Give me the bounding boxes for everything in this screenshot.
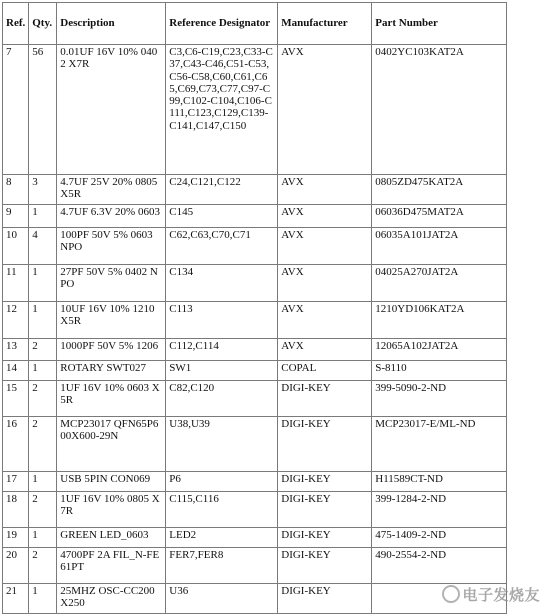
table-row <box>3 492 507 528</box>
cell-qty: 2 <box>29 381 57 417</box>
table-row <box>3 175 507 205</box>
header-row <box>3 3 507 45</box>
cell-manufacturer: AVX <box>278 339 372 361</box>
cell-qty: 1 <box>29 265 57 302</box>
cell-reference-designator: C113 <box>166 302 278 339</box>
cell-ref: 10 <box>3 228 29 265</box>
cell-part-number: 0402YC103KAT2A <box>372 45 507 175</box>
cell-part-number: 06036D475MAT2A <box>372 205 507 228</box>
cell-ref: 16 <box>3 417 29 472</box>
watermark <box>442 584 540 605</box>
cell-manufacturer: AVX <box>278 205 372 228</box>
cell-description: 25MHZ OSC-CC200X250 <box>57 584 166 614</box>
cell-description: 27PF 50V 5% 0402 NPO <box>57 265 166 302</box>
header-ref: Ref. <box>3 3 29 45</box>
table-row <box>3 339 507 361</box>
cell-qty: 56 <box>29 45 57 175</box>
cell-part-number: 06035A101JAT2A <box>372 228 507 265</box>
table-row <box>3 302 507 339</box>
table-row <box>3 265 507 302</box>
watermark-logo-icon <box>442 585 460 603</box>
cell-manufacturer: AVX <box>278 175 372 205</box>
cell-qty: 2 <box>29 492 57 528</box>
cell-description: 4.7UF 6.3V 20% 0603 <box>57 205 166 228</box>
cell-ref: 7 <box>3 45 29 175</box>
cell-qty: 1 <box>29 361 57 381</box>
cell-description: 0.01UF 16V 10% 0402 X7R <box>57 45 166 175</box>
table-row <box>3 45 507 175</box>
cell-ref: 19 <box>3 528 29 548</box>
cell-manufacturer: DIGI-KEY <box>278 492 372 528</box>
cell-reference-designator: C112,C114 <box>166 339 278 361</box>
cell-part-number: 490-2554-2-ND <box>372 548 507 584</box>
cell-description: MCP23017 QFN65P600X600-29N <box>57 417 166 472</box>
cell-part-number: H11589CT-ND <box>372 472 507 492</box>
table-row <box>3 548 507 584</box>
cell-manufacturer: COPAL <box>278 361 372 381</box>
cell-reference-designator: FER7,FER8 <box>166 548 278 584</box>
header-description: Description <box>57 3 166 45</box>
cell-part-number: 1210YD106KAT2A <box>372 302 507 339</box>
cell-description: 4700PF 2A FIL_N-FE61PT <box>57 548 166 584</box>
table-row <box>3 381 507 417</box>
cell-reference-designator: LED2 <box>166 528 278 548</box>
cell-description: ROTARY SWT027 <box>57 361 166 381</box>
cell-part-number: 0805ZD475KAT2A <box>372 175 507 205</box>
cell-ref: 9 <box>3 205 29 228</box>
cell-reference-designator: U38,U39 <box>166 417 278 472</box>
watermark-text: 电子发烧友 <box>462 586 540 604</box>
cell-ref: 14 <box>3 361 29 381</box>
cell-ref: 21 <box>3 584 29 614</box>
cell-qty: 1 <box>29 528 57 548</box>
cell-qty: 2 <box>29 548 57 584</box>
table-row <box>3 417 507 472</box>
cell-description: GREEN LED_0603 <box>57 528 166 548</box>
cell-description: 1000PF 50V 5% 1206 <box>57 339 166 361</box>
cell-manufacturer: DIGI-KEY <box>278 548 372 584</box>
cell-description: 1UF 16V 10% 0603 X5R <box>57 381 166 417</box>
table-row <box>3 228 507 265</box>
cell-part-number: 12065A102JAT2A <box>372 339 507 361</box>
cell-qty: 1 <box>29 302 57 339</box>
cell-ref: 11 <box>3 265 29 302</box>
header-part-number: Part Number <box>372 3 507 45</box>
cell-qty: 1 <box>29 205 57 228</box>
cell-manufacturer: AVX <box>278 265 372 302</box>
cell-ref: 15 <box>3 381 29 417</box>
cell-manufacturer: DIGI-KEY <box>278 528 372 548</box>
cell-reference-designator: P6 <box>166 472 278 492</box>
cell-part-number: 475-1409-2-ND <box>372 528 507 548</box>
table-row <box>3 528 507 548</box>
table-row <box>3 472 507 492</box>
cell-manufacturer: AVX <box>278 302 372 339</box>
cell-ref: 12 <box>3 302 29 339</box>
bom-body <box>3 45 507 614</box>
cell-manufacturer: DIGI-KEY <box>278 472 372 492</box>
table-row <box>3 205 507 228</box>
cell-qty: 4 <box>29 228 57 265</box>
cell-ref: 18 <box>3 492 29 528</box>
bom-table <box>2 2 507 614</box>
cell-qty: 2 <box>29 339 57 361</box>
cell-manufacturer: AVX <box>278 228 372 265</box>
cell-reference-designator: C24,C121,C122 <box>166 175 278 205</box>
cell-description: 10UF 16V 10% 1210 X5R <box>57 302 166 339</box>
table-row <box>3 361 507 381</box>
cell-reference-designator: C115,C116 <box>166 492 278 528</box>
cell-reference-designator: C62,C63,C70,C71 <box>166 228 278 265</box>
cell-reference-designator: C134 <box>166 265 278 302</box>
cell-ref: 17 <box>3 472 29 492</box>
cell-manufacturer: DIGI-KEY <box>278 381 372 417</box>
cell-qty: 1 <box>29 472 57 492</box>
cell-ref: 13 <box>3 339 29 361</box>
cell-manufacturer: DIGI-KEY <box>278 417 372 472</box>
cell-part-number: 399-5090-2-ND <box>372 381 507 417</box>
cell-description: 1UF 16V 10% 0805 X7R <box>57 492 166 528</box>
header-reference-designator: Reference Designator <box>166 3 278 45</box>
cell-part-number: S-8110 <box>372 361 507 381</box>
cell-ref: 20 <box>3 548 29 584</box>
cell-description: USB 5PIN CON069 <box>57 472 166 492</box>
table-row <box>3 584 507 614</box>
cell-reference-designator: C82,C120 <box>166 381 278 417</box>
cell-ref: 8 <box>3 175 29 205</box>
cell-description: 4.7UF 25V 20% 0805 X5R <box>57 175 166 205</box>
cell-reference-designator: C145 <box>166 205 278 228</box>
cell-manufacturer: DIGI-KEY <box>278 584 372 614</box>
cell-reference-designator: SW1 <box>166 361 278 381</box>
cell-manufacturer: AVX <box>278 45 372 175</box>
cell-qty: 3 <box>29 175 57 205</box>
header-qty: Qty. <box>29 3 57 45</box>
cell-description: 100PF 50V 5% 0603 NPO <box>57 228 166 265</box>
cell-reference-designator: C3,C6-C19,C23,C33-C37,C43-C46,C51-C53,C56-C58,C60,C61,C65,C69,C73,C77,C97-C99,C102-C104,C106-C111,C123,C129,C139-C141,C147,C150 <box>166 45 278 175</box>
cell-qty: 1 <box>29 584 57 614</box>
cell-reference-designator: U36 <box>166 584 278 614</box>
cell-part-number: 04025A270JAT2A <box>372 265 507 302</box>
cell-part-number: MCP23017-E/ML-ND <box>372 417 507 472</box>
cell-qty: 2 <box>29 417 57 472</box>
cell-part-number: 399-1284-2-ND <box>372 492 507 528</box>
header-manufacturer: Manufacturer <box>278 3 372 45</box>
